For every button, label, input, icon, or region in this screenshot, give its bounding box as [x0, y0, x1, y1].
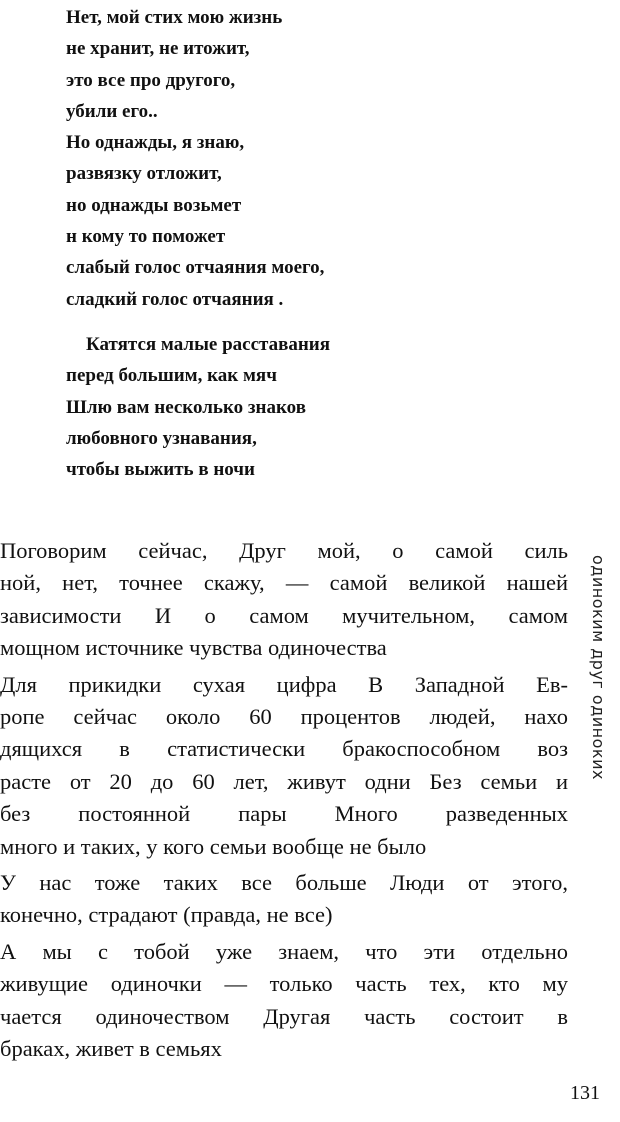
prose-line: конечно, страдают (правда, не все) — [0, 902, 333, 928]
paragraph-4 — [0, 936, 568, 1066]
poem-line: но однажды возьмет — [66, 194, 242, 216]
poem-line: сладкий голос отчаяния . — [66, 288, 284, 310]
prose-line: зависимости И о самом мучительном, самом — [0, 602, 568, 628]
poem-line: не хранит, не итожит, — [66, 38, 250, 60]
poem-line: Нет, мой стих мою жизнь — [66, 7, 283, 28]
prose-line: ропе сейчас около 60 процентов людей, нахо — [0, 704, 568, 730]
poem-line: развязку отложит, — [66, 163, 222, 185]
poem-line: чтобы выжить в ночи — [66, 459, 255, 481]
prose-line: браках, живет в семьях — [0, 1036, 222, 1062]
prose-line: дящихся в статистически бракоспособном воз — [0, 736, 568, 762]
poem-stanza-2 — [66, 329, 536, 485]
prose-line: много и таких, у кого семьи вообще не было — [0, 833, 427, 859]
paragraph-3 — [0, 867, 568, 932]
poem — [66, 2, 536, 485]
prose-line: мощном источнике чувства одиночества — [0, 635, 387, 661]
poem-line: слабый голос отчаяния моего, — [66, 257, 325, 279]
page-number: 131 — [570, 1082, 600, 1104]
prose-line: А мы с тобой уже знаем, что эти отдельно — [0, 938, 568, 964]
poem-line: перед большим, как мяч — [66, 365, 277, 387]
poem-stanza-1 — [66, 2, 536, 315]
prose-line: Поговорим сейчас, Друг мой, о самой силь — [0, 538, 568, 563]
poem-line: Катятся малые расставания — [86, 333, 331, 355]
poem-line: н кому то поможет — [66, 226, 226, 248]
prose-line: без постоянной пары Много разведенных — [0, 801, 568, 827]
running-head — [588, 555, 608, 890]
poem-line: это все про другого, — [66, 69, 236, 91]
prose-line: чается одиночеством Другая часть состоит в — [0, 1003, 568, 1029]
prose-line: Для прикидки сухая цифра В Западной Ев- — [0, 671, 568, 697]
prose-line: ной, нет, точнее скажу, — самой великой нашей — [0, 570, 568, 596]
prose-line: расте от 20 до 60 лет, живут одни Без семьи и — [0, 768, 568, 794]
running-head-text: одиноким друг одиноких — [589, 555, 608, 780]
prose-line: У нас тоже таких все больше Люди от этого, — [0, 870, 568, 896]
poem-line: Шлю вам несколько знаков — [66, 396, 306, 418]
paragraph-1 — [0, 535, 568, 665]
prose-body — [0, 535, 568, 1070]
paragraph-2 — [0, 669, 568, 863]
prose-line: живущие одиночки — только часть тех, кто му — [0, 971, 568, 997]
poem-line: убили его.. — [66, 100, 158, 122]
poem-line: любовного узнавания, — [66, 427, 257, 449]
poem-line: Но однажды, я знаю, — [66, 132, 245, 154]
